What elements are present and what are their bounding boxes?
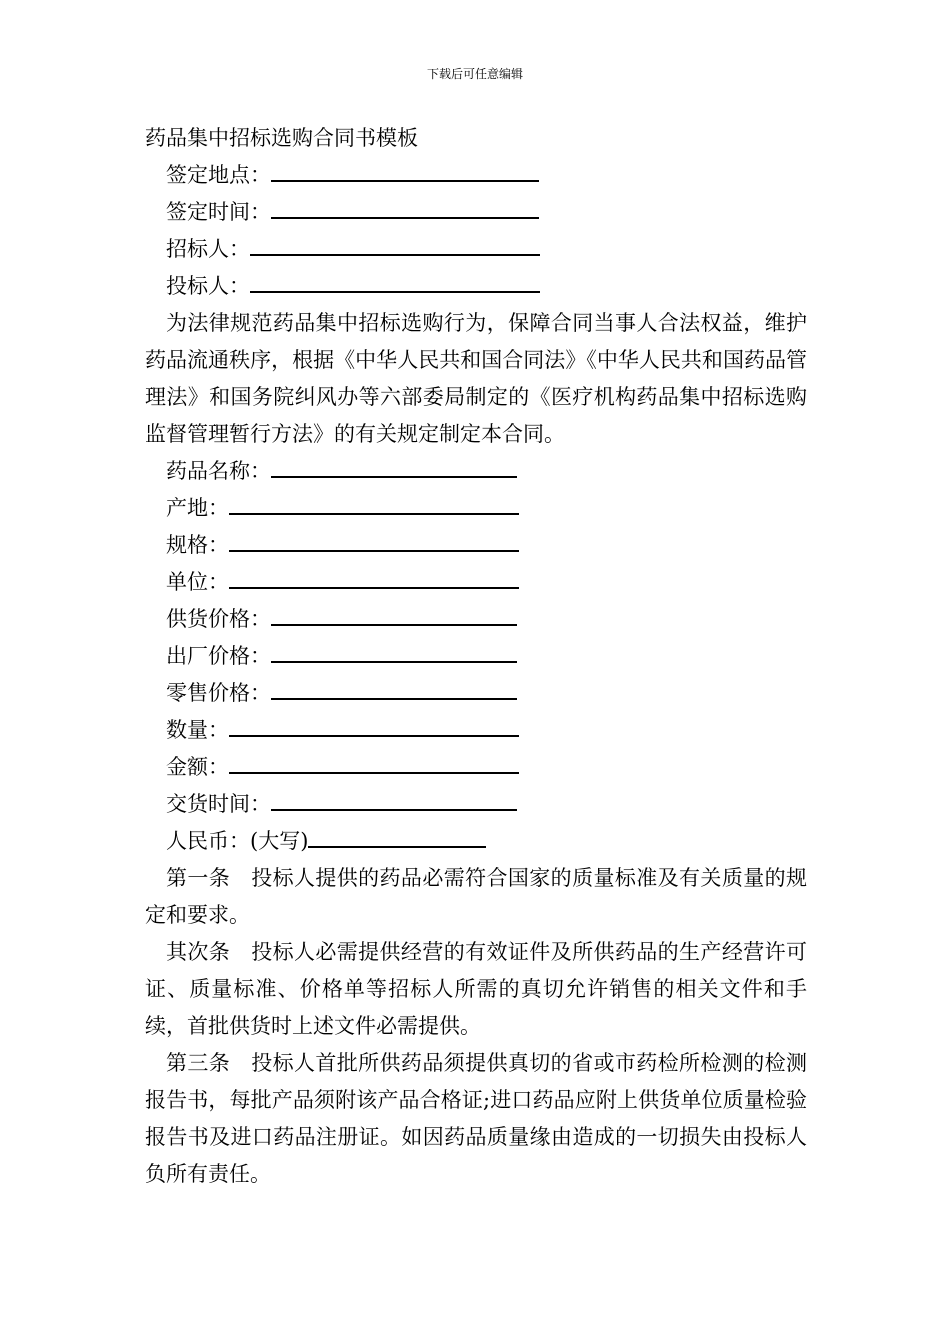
field-label: 规格： bbox=[166, 533, 229, 557]
drug-field-delivery-time bbox=[145, 786, 807, 823]
sign-field-time bbox=[145, 194, 807, 231]
field-label: 零售价格： bbox=[166, 681, 271, 705]
document-title: 药品集中招标选购合同书模板 bbox=[145, 126, 418, 150]
fill-blank[interactable] bbox=[271, 459, 517, 478]
article-number: 其次条 bbox=[166, 940, 231, 964]
field-label: 投标人： bbox=[166, 274, 250, 298]
field-label: 签定时间： bbox=[166, 200, 271, 224]
field-label: 数量： bbox=[166, 718, 229, 742]
sign-field-place bbox=[145, 157, 807, 194]
drug-fields bbox=[145, 453, 807, 860]
drug-field-supply-price bbox=[145, 601, 807, 638]
fill-blank[interactable] bbox=[271, 792, 517, 811]
fill-blank[interactable] bbox=[271, 200, 539, 219]
article-1 bbox=[145, 860, 807, 934]
drug-field-factory-price bbox=[145, 638, 807, 675]
sign-fields bbox=[145, 157, 807, 305]
fill-blank[interactable] bbox=[229, 533, 519, 552]
field-label: 金额： bbox=[166, 755, 229, 779]
fill-blank[interactable] bbox=[271, 607, 517, 626]
fill-blank[interactable] bbox=[229, 570, 519, 589]
drug-field-spec bbox=[145, 527, 807, 564]
drug-field-amount bbox=[145, 749, 807, 786]
article-number: 第一条 bbox=[166, 866, 231, 890]
field-label: 供货价格： bbox=[166, 607, 271, 631]
field-label: 单位： bbox=[166, 570, 229, 594]
field-label: 人民币：(大写) bbox=[166, 829, 309, 853]
fill-blank[interactable] bbox=[229, 755, 519, 774]
field-label: 招标人： bbox=[166, 237, 250, 261]
fill-blank[interactable] bbox=[250, 274, 540, 293]
fill-blank[interactable] bbox=[271, 644, 517, 663]
drug-field-retail-price bbox=[145, 675, 807, 712]
article-number: 第三条 bbox=[166, 1051, 231, 1075]
drug-field-quantity bbox=[145, 712, 807, 749]
fill-blank[interactable] bbox=[229, 718, 519, 737]
drug-field-unit bbox=[145, 564, 807, 601]
article-3 bbox=[145, 1045, 807, 1193]
fill-blank[interactable] bbox=[271, 163, 539, 182]
sign-field-bidder bbox=[145, 268, 807, 305]
article-text: 投标人首批所供药品须提供真切的省或市药检所检测的检测报告书，每批产品须附该产品合格证;进口药品应附上供货单位质量检验报告书及进口药品注册证。如因药品质量缘由造成的一切损失由投标人负所有责任。 bbox=[145, 1051, 808, 1186]
fill-blank[interactable] bbox=[229, 496, 519, 515]
drug-field-origin bbox=[145, 490, 807, 527]
article-text: 投标人必需提供经营的有效证件及所供药品的生产经营许可证、质量标准、价格单等招标人所需的真切允许销售的相关文件和手续，首批供货时上述文件必需提供。 bbox=[145, 940, 808, 1038]
sign-field-tenderer bbox=[145, 231, 807, 268]
header-note: 下载后可任意编辑 bbox=[426, 67, 523, 81]
field-label: 药品名称： bbox=[166, 459, 271, 483]
field-label: 交货时间： bbox=[166, 792, 271, 816]
drug-field-name bbox=[145, 453, 807, 490]
rmb-field bbox=[145, 823, 807, 860]
field-label: 产地： bbox=[166, 496, 229, 520]
document-body bbox=[145, 120, 807, 1193]
preamble-paragraph: 为法律规范药品集中招标选购行为，保障合同当事人合法权益，维护药品流通秩序，根据《中华人民共和国合同法》《中华人民共和国药品管理法》和国务院纠风办等六部委局制定的《医疗机构药品集中招标选购监督管理暂行方法》的有关规定制定本合同。 bbox=[145, 311, 807, 446]
field-label: 签定地点： bbox=[166, 163, 271, 187]
field-label: 出厂价格： bbox=[166, 644, 271, 668]
fill-blank[interactable] bbox=[308, 829, 486, 848]
fill-blank[interactable] bbox=[250, 237, 540, 256]
article-2 bbox=[145, 934, 807, 1045]
article-text: 投标人提供的药品必需符合国家的质量标准及有关质量的规定和要求。 bbox=[145, 866, 808, 927]
fill-blank[interactable] bbox=[271, 681, 517, 700]
